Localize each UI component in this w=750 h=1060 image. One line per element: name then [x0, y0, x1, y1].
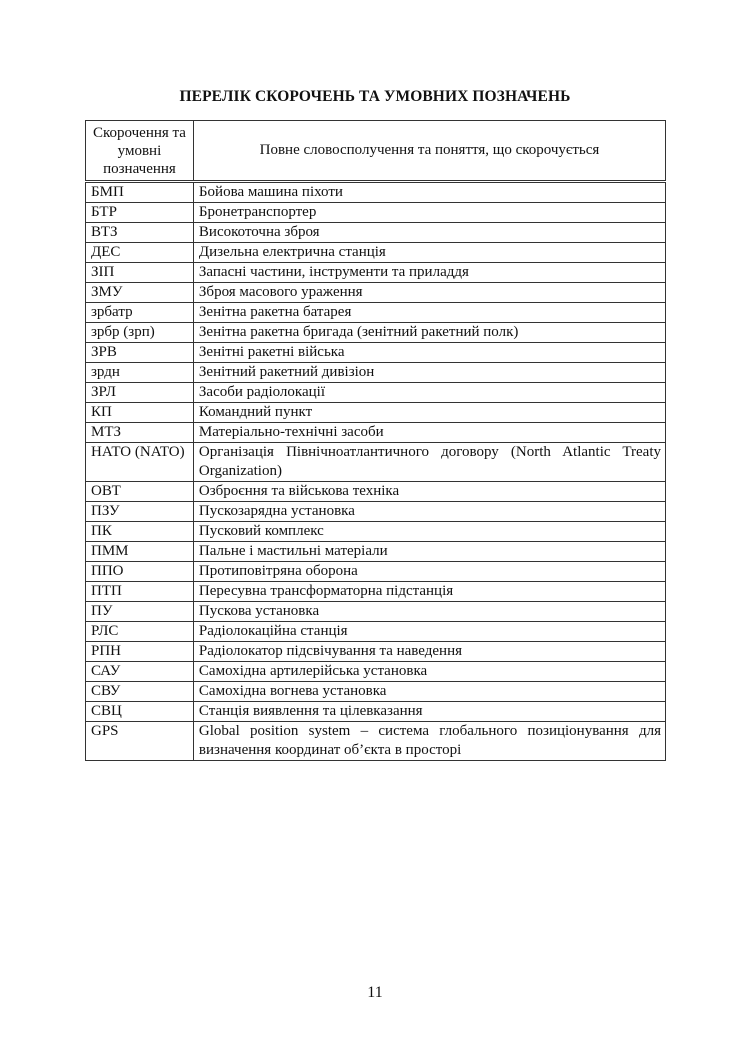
abbreviation-cell: БМП — [86, 182, 194, 203]
header-full-term: Повне словосполучення та поняття, що скорочується — [193, 121, 665, 182]
abbreviation-cell: ППО — [86, 562, 194, 582]
table-row — [86, 602, 666, 622]
abbreviation-cell: ДЕС — [86, 243, 194, 263]
abbreviation-cell: ЗРЛ — [86, 383, 194, 403]
full-term-cell: Самохідна вогнева установка — [193, 682, 665, 702]
full-term-cell: Матеріально-технічні засоби — [193, 423, 665, 443]
page-number: 11 — [367, 984, 383, 1001]
table-row — [86, 582, 666, 602]
table-row — [86, 403, 666, 423]
full-term-cell: Зенітний ракетний дивізіон — [193, 363, 665, 383]
table-row — [86, 223, 666, 243]
full-term-cell: Бойова машина піхоти — [193, 182, 665, 203]
table-row — [86, 423, 666, 443]
table-row — [86, 722, 666, 761]
table-row — [86, 642, 666, 662]
table-row — [86, 542, 666, 562]
abbreviation-cell: ПУ — [86, 602, 194, 622]
full-term-cell: Пускова установка — [193, 602, 665, 622]
abbreviation-cell: ЗРВ — [86, 343, 194, 363]
full-term-cell: Організація Північноатлантичного договору (North Atlantic Treaty Organization) — [193, 443, 665, 482]
full-term-cell: Самохідна артилерійська установка — [193, 662, 665, 682]
abbreviation-cell: ВТЗ — [86, 223, 194, 243]
abbreviation-cell: зрбр (зрп) — [86, 323, 194, 343]
table-body — [86, 182, 666, 761]
abbreviation-cell: САУ — [86, 662, 194, 682]
full-term-cell: Пусковий комплекс — [193, 522, 665, 542]
table-row — [86, 283, 666, 303]
full-term-cell: Global position system – система глобального позиціонування для визначення координат об’єкта в просторі — [193, 722, 665, 761]
full-term-cell: Дизельна електрична станція — [193, 243, 665, 263]
full-term-cell: Радіолокатор підсвічування та наведення — [193, 642, 665, 662]
table-row — [86, 383, 666, 403]
table-header-row — [86, 121, 666, 182]
full-term-cell: Бронетранспортер — [193, 203, 665, 223]
full-term-cell: Засоби радіолокації — [193, 383, 665, 403]
table-row — [86, 522, 666, 542]
abbreviation-cell: зрбатр — [86, 303, 194, 323]
full-term-cell: Пускозарядна установка — [193, 502, 665, 522]
full-term-cell: Радіолокаційна станція — [193, 622, 665, 642]
table-row — [86, 303, 666, 323]
abbreviation-cell: МТЗ — [86, 423, 194, 443]
abbreviation-cell: РПН — [86, 642, 194, 662]
abbreviation-cell: ЗІП — [86, 263, 194, 283]
table-row — [86, 203, 666, 223]
table-row — [86, 323, 666, 343]
abbreviation-cell: НАТО (NATO) — [86, 443, 194, 482]
abbreviations-table — [85, 120, 666, 761]
abbreviation-cell: РЛС — [86, 622, 194, 642]
abbreviation-cell: СВЦ — [86, 702, 194, 722]
full-term-cell: Зенітна ракетна бригада (зенітний ракетний полк) — [193, 323, 665, 343]
full-term-cell: Запасні частини, інструменти та приладдя — [193, 263, 665, 283]
table-row — [86, 443, 666, 482]
abbreviation-cell: ПММ — [86, 542, 194, 562]
table-row — [86, 263, 666, 283]
table-row — [86, 662, 666, 682]
full-term-cell: Пальне і мастильні матеріали — [193, 542, 665, 562]
table-row — [86, 502, 666, 522]
table-row — [86, 243, 666, 263]
abbreviation-cell: GPS — [86, 722, 194, 761]
table-row — [86, 482, 666, 502]
abbreviation-cell: ПК — [86, 522, 194, 542]
full-term-cell: Протиповітряна оборона — [193, 562, 665, 582]
abbreviation-cell: ОВТ — [86, 482, 194, 502]
table-row — [86, 182, 666, 203]
abbreviation-cell: КП — [86, 403, 194, 423]
table-row — [86, 562, 666, 582]
abbreviation-cell: зрдн — [86, 363, 194, 383]
table-row — [86, 702, 666, 722]
full-term-cell: Озброєння та військова техніка — [193, 482, 665, 502]
table-row — [86, 363, 666, 383]
full-term-cell: Зенітна ракетна батарея — [193, 303, 665, 323]
abbreviation-cell: ПЗУ — [86, 502, 194, 522]
full-term-cell: Пересувна трансформаторна підстанція — [193, 582, 665, 602]
full-term-cell: Зенітні ракетні війська — [193, 343, 665, 363]
full-term-cell: Командний пункт — [193, 403, 665, 423]
table-row — [86, 622, 666, 642]
table-row — [86, 343, 666, 363]
full-term-cell: Зброя масового ураження — [193, 283, 665, 303]
full-term-cell: Високоточна зброя — [193, 223, 665, 243]
abbreviation-cell: ЗМУ — [86, 283, 194, 303]
page-title: ПЕРЕЛІК СКОРОЧЕНЬ ТА УМОВНИХ ПОЗНАЧЕНЬ — [179, 88, 571, 105]
abbreviation-cell: СВУ — [86, 682, 194, 702]
table-row — [86, 682, 666, 702]
abbreviation-cell: БТР — [86, 203, 194, 223]
header-abbreviation: Скорочення та умовні позначення — [86, 121, 194, 182]
abbreviation-cell: ПТП — [86, 582, 194, 602]
full-term-cell: Станція виявлення та цілевказання — [193, 702, 665, 722]
